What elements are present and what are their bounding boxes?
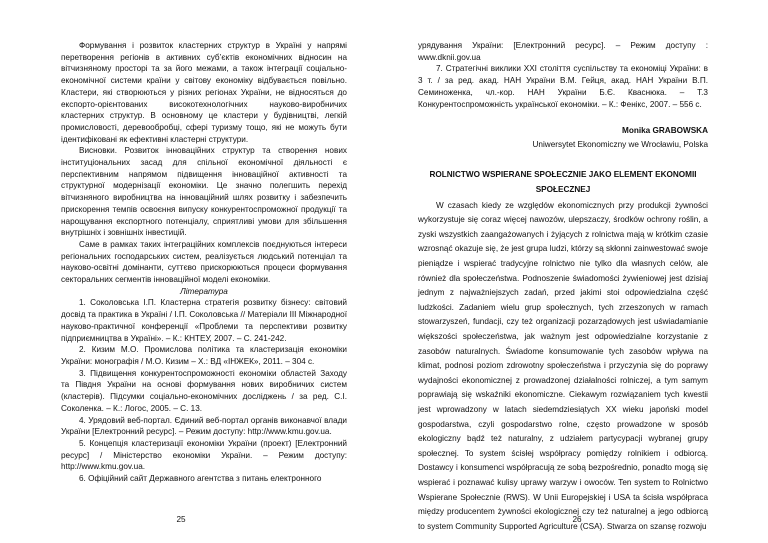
right-page [384, 0, 768, 543]
reference-item: 4. Урядовий веб-портал. Єдиний веб-портал органів виконавчої влади України [Електронний ресурс]. – Режим доступу: http://www.kmu.gov.ua. [61, 415, 347, 437]
author-name: Monika GRABOWSKA [622, 126, 708, 136]
article-title: ROLNICTWO WSPIERANE SPOŁECZNIE JAKO ELEMENT EKONOMII SPOŁECZNEJ [429, 169, 697, 195]
reference-item: 3. Підвищення конкурентоспроможності економіки областей Заходу та Півдня України на основі формування нових виробничих систем (кластерів). Підсумки соціально-економічних досліджень / за ред. С.І. Соколенка. – К.: Логос, 2005. – С. 13. [61, 368, 347, 413]
reference-item: 1. Соколовська І.П. Кластерна стратегія розвитку бізнесу: світовий досвід та практика в Україні / І.П. Соколовська // Матеріали ІІІ Міжнародної науково-практичної конференції «Проблеми та перспективи розвитку підприємництва в Україні». – К.: КНТЕУ, 2007. – С. 241-242. [61, 298, 347, 343]
reference-item: 7. Стратегічні виклики XXI століття суспільству та економіці України: в 3 т. / за ред. акад. НАН України В.М. Гейця, акад. НАН України В.П. Семиноженка, чл.-кор. НАН України Б.Є. Кваснюка. – Т.3 Конкурентоспроможність української економіки. – К.: Фенікс, 2007. – 556 с. [418, 64, 708, 109]
reference-item: 5. Концепція кластеризації економіки України (проект) [Електронний ресурс] / Міністерство економіки України. – Режим доступу: http://www.kmu.gov.ua. [61, 438, 347, 472]
literature-heading: Література [180, 286, 228, 296]
body-paragraph: Саме в рамках таких інтеграційних комплексів поєднуються інтереси регіональних господарських систем, реалізується людський потенціал та науково-освітні домінанти, суттєво прискорюються процеси формування секторальних сегментів інноваційної моделі економіки. [61, 239, 347, 285]
left-column [61, 40, 347, 485]
reference-continuation: урядування України: [Електронний ресурс]. – Режим доступу : www.dknii.gov.ua [418, 41, 708, 62]
reference-item: 2. Кизим М.О. Промислова політика та кластеризація економіки України: монографія / М.О. Кизим – Х.: ВД «ІНЖЕК», 2011. – 304 с. [61, 345, 347, 366]
page-number: 26 [572, 515, 582, 524]
reference-item: 6. Офіційний сайт Державного агентства з питань електронного [79, 474, 322, 484]
body-paragraph: W czasach kiedy ze względów ekonomicznych przy produkcji żywności wykorzystuje się coraz więcej nawozów, ulepszaczy, środków ochrony roślin, a zyski wszystkich zaangażowanych i żyjących z rolnictwa mają w krótkim czasie wzrosnąć okazuje się, że jest grupa ludzi, którzy są skłonni zainwestować swoje pieniądze i wspierać tradycyjne rolnictwo nie tylko dla własnych celów, ale również dla społeczeństwa. Podnoszenie świadomości żywieniowej jest dzisiaj jednym z najważniejszych zadań, przed jakimi stoi odpowiedzialna część ludzkości. Zadaniem wielu grup społecznych, tych zrzeszonych w ramach stowarzyszeń, fundacji, czy też organizacji pozarządowych jest uświadamianie większości społeczeństwa, jak ważnym jest odpowiedzialne korzystanie z zasobów naturalnych. Świadome konsumowanie tych zasobów wpływa na klimat, podnosi poziom zdrowotny społeczeństwa i przyczynia się do poprawy wydajności ekonomicznej z prowadzonej działalności rolniczej, a tym samym poprawiają się wskaźniki ekonomiczne. Ciekawym rozwiązaniem tych kwestii jest wprowadzony w latach siedemdziesiątych XX wieku japoński model gospodarstwa, czyli gospodarstwo rolne, często prowadzone w sposób ekologiczny bądź też naturalny, z udziałem partycypacji wybranej grupy społecznej. To system ścisłej współpracy pomiędzy rolnikiem i odbiorcą. Dostawcy i konsumenci współpracują ze sobą bezpośrednio, ponadto mogą się wspierać i poznawać kulisy uprawy warzyw i owoców. Ten system to Rolnictwo Wspierane Społecznie (RWS). W Unii Europejskiej i USA ta ścisła współpraca między producentem żywności ekologicznej czy też naturalnej a jego odbiorcą to system Community Supported Agriculture (CSA). Stwarza on szansę rozwoju [418, 200, 708, 531]
body-paragraph: Формування і розвиток кластерних структур в Україні у напрямі перетворення регіонів в активних суб’єктів економічних відносин на вітчизняному просторі та за його межами, а також інтеграції соціально-економічної системи країни у світову економіку відбувається повільно. Кластери, які створюються у різних регіонах України, не відносяться до експорто-орієнтованих високотехнологічних науково-виробничих кластерних структур. В основному це кластери у будівництві, легкій промисловості, деревообробці, сфері туризму тощо, які не можуть бути ідентифіковані як ефективні кластерні структури. [61, 41, 347, 144]
author-affiliation: Uniwersytet Ekonomiczny we Wrocławiu, Polska [532, 139, 708, 149]
article-body [418, 199, 708, 535]
page-number: 25 [176, 515, 186, 524]
right-column [418, 40, 708, 534]
body-paragraph: Висновки. Розвиток інноваційних структур та створення нових інституціональних засад для спільної економічної діяльності є перспективним напрямом підвищення інноваційної активності та структурної модернізації економіки. Це значно полегшить перехід вітчизняного виробництва на інноваційний шлях розвитку і забезпечить прискорення темпів освоєння випуску конкурентоспроможної продукції та нарощування експортного потенціалу, сприятливі умови для збільшення внутрішніх і зовнішніх інвестицій. [61, 146, 347, 238]
